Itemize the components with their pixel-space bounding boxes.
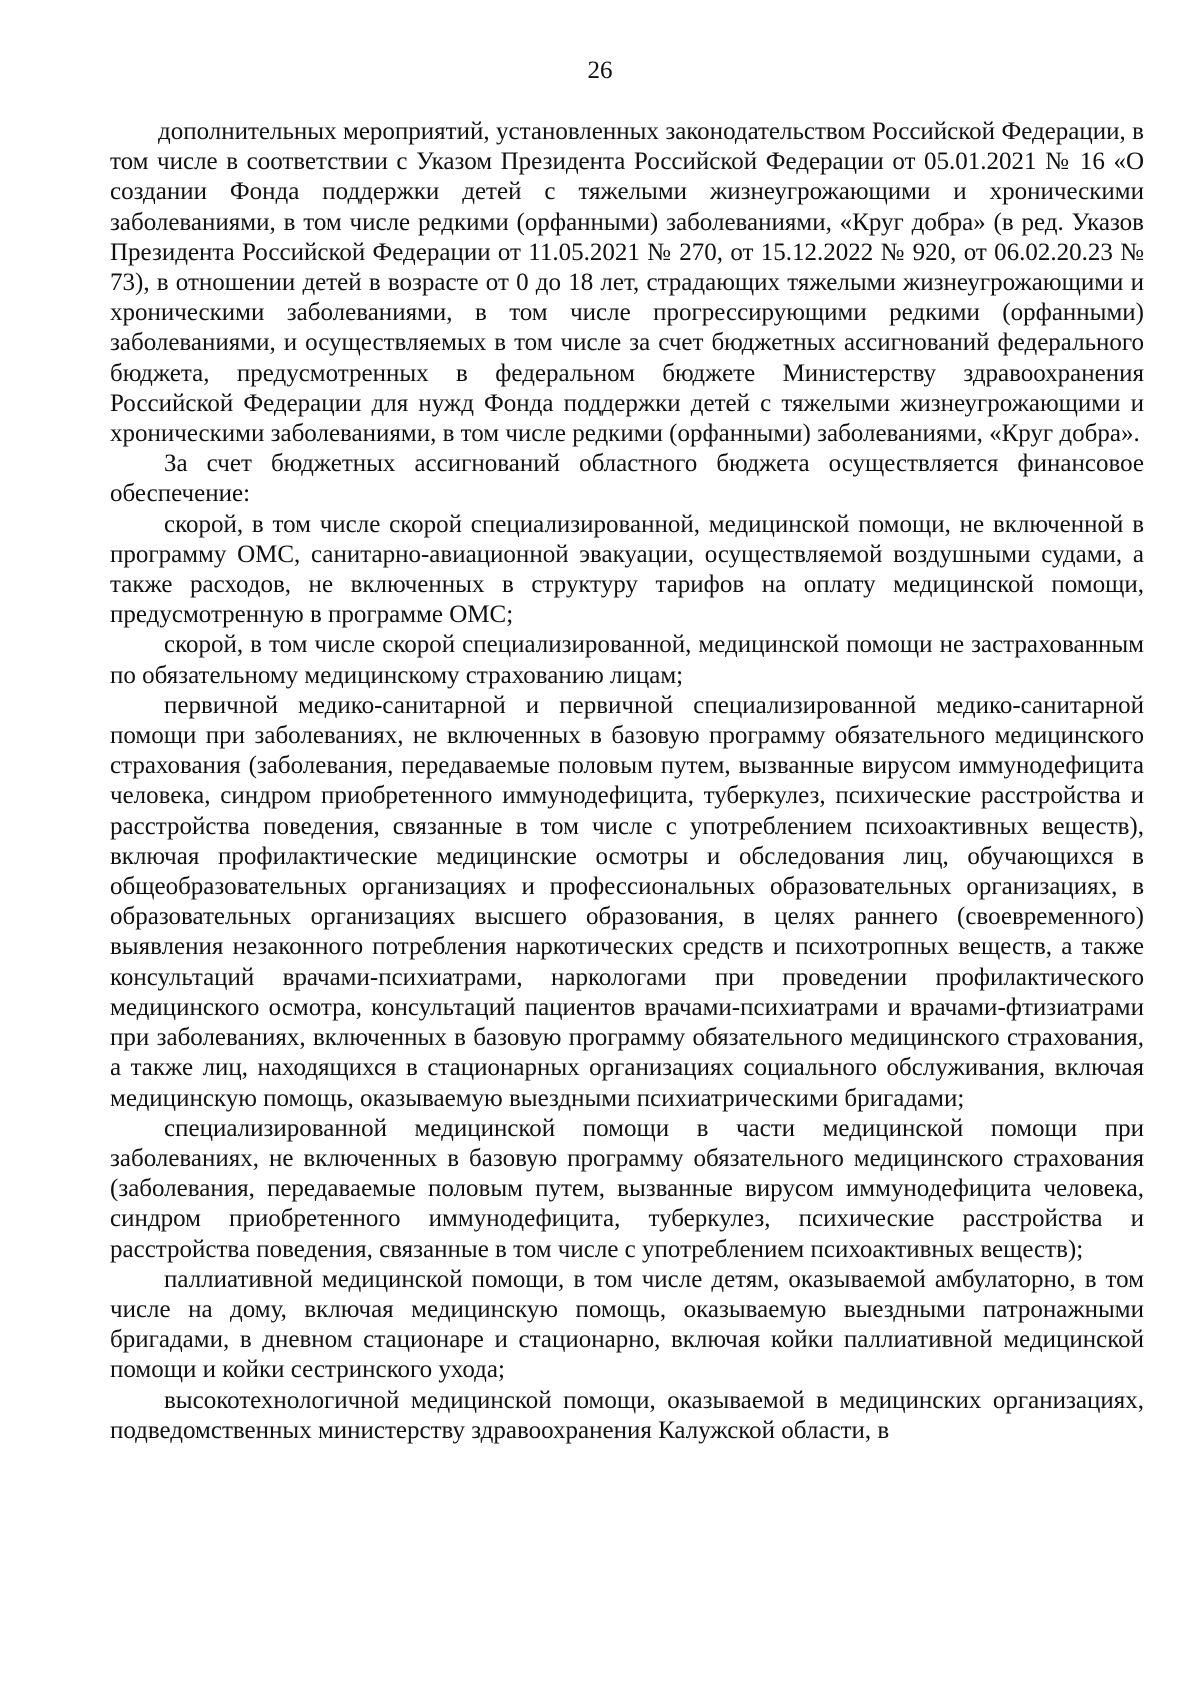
paragraph-financing-intro: За счет бюджетных ассигнований областного бюджета осуществляется финансовое обеспечение: [110,450,1144,508]
page-number: 26 [587,57,613,84]
paragraph-primary-care: первичной медико-санитарной и первичной специализированной медико-санитарной помощи при заболеваниях, не включенных в базовую программу обязательного медицинского страхования (заболевания, передаваемые половым путем, вызванные вирусом иммунодефицита человека, синдром приобретенного иммунодефицита, туберкулез, психические расстройства и расстройства поведения, связанные в том числе с употреблением психоактивных веществ), включая профилактические медицинские осмотры и обследования лиц, обучающихся в общеобразовательных организациях и профессиональных образовательных организациях, в образовательных организациях высшего образования, в целях раннего (своевременного) выявления незаконного потребления наркотических средств и психотропных веществ, а также консультаций врачами-психиатрами, наркологами при проведении профилактического медицинского осмотра, консультаций пациентов врачами-психиатрами и врачами-фтизиатрами при заболеваниях, включенных в базовую программу обязательного медицинского страхования, а также лиц, находящихся в стационарных организациях социального обслуживания, включая медицинскую помощь, оказываемую выездными психиатрическими бригадами; [110,691,1144,1112]
paragraph-continuation: дополнительных мероприятий, установленных законодательством Российской Федерации, в том числе в соответствии с Указом Президента Российской Федерации от 05.01.2021 № 16 «О создании Фонда поддержки детей с тяжелыми жизнеугрожающими и хроническими заболеваниями, в том числе редкими (орфанными) заболеваниями, «Круг добра» (в ред. Указов Президента Российской Федерации от 11.05.2021 № 270, от 15.12.2022 № 920, от 06.02.20.23 № 73), в отношении детей в возрасте от 0 до 18 лет, страдающих тяжелыми жизнеугрожающими и хроническими заболеваниями, в том числе прогрессирующими редкими (орфанными) заболеваниями, и осуществляемых в том числе за счет бюджетных ассигнований федерального бюджета, предусмотренных в федеральном бюджете Министерству здравоохранения Российской Федерации для нужд Фонда поддержки детей с тяжелыми жизнеугрожающими и хроническими заболеваниями, в том числе редкими (орфанными) заболеваниями, «Круг добра». [110,118,1144,448]
document-body [110,117,1144,1446]
paragraph-palliative-care: паллиативной медицинской помощи, в том числе детям, оказываемой амбулаторно, в том числе на дому, включая медицинскую помощь, оказываемую выездными патронажными бригадами, в дневном стационаре и стационарно, включая койки паллиативной медицинской помощи и койки сестринского ухода; [110,1265,1144,1384]
paragraph-emergency-care-uninsured: скорой, в том числе скорой специализированной, медицинской помощи не застрахованным по обязательному медицинскому страхованию лицам; [110,631,1144,689]
paragraph-specialized-care: специализированной медицинской помощи в части медицинской помощи при заболеваниях, не включенных в базовую программу обязательного медицинского страхования (заболевания, передаваемые половым путем, вызванные вирусом иммунодефицита человека, синдром приобретенного иммунодефицита, туберкулез, психические расстройства и расстройства поведения, связанные в том числе с употреблением психоактивных веществ); [110,1114,1144,1263]
paragraph-high-tech-care: высокотехнологичной медицинской помощи, оказываемой в медицинских организациях, подведомственных министерству здравоохранения Калужской области, в [110,1386,1144,1444]
paragraph-emergency-care-non-oms: скорой, в том числе скорой специализированной, медицинской помощи, не включенной в программу ОМС, санитарно-авиационной эвакуации, осуществляемой воздушными судами, а также расходов, не включенных в структуру тарифов на оплату медицинской помощи, предусмотренную в программе ОМС; [110,510,1144,629]
